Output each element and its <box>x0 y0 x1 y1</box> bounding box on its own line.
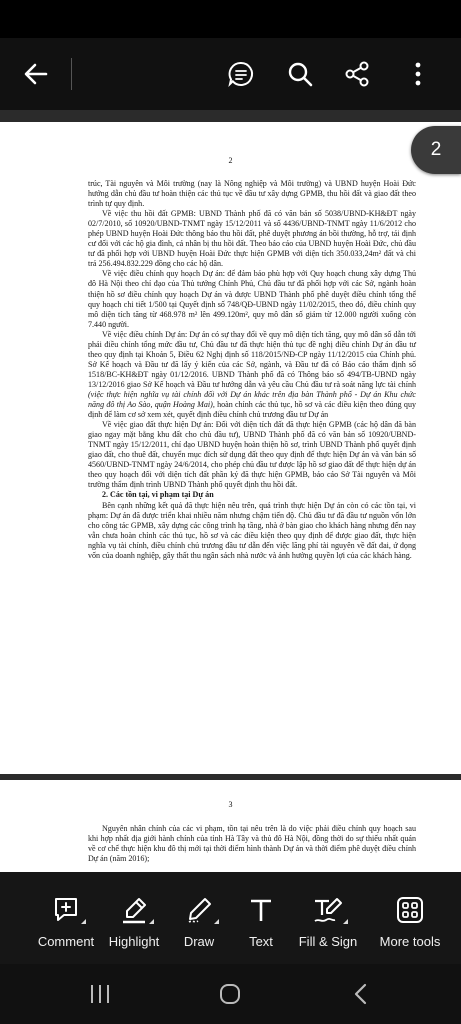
paragraph: trúc, Tài nguyên và Môi trường (nay là Nông nghiệp và Môi trường) và UBND huyện Hoài Đức hướng dẫn chủ đầu tư hoàn thiện các thủ tục về đầu tư xây dựng GPMB, thu hồi đất và giao đất theo trình tự quy định. <box>88 179 416 209</box>
bottom-tools-bar <box>0 872 461 964</box>
more-tools-button[interactable] <box>363 872 457 964</box>
comment-add-icon <box>52 896 80 924</box>
grid-icon <box>396 896 424 924</box>
highlight-tool[interactable] <box>100 872 168 964</box>
paragraph: Về việc thu hồi đất GPMB: UBND Thành phố đã có văn bản số 5038/UBND-KH&ĐT ngày 02/7/2010, số 10920/UBND-TNMT ngày 15/12/2011 và số 4436/UBND-TNMT ngày 11/6/2012 cho phép UBND huyện Hoài Đức thông báo thu hồi đất, phê duyệt phương án bồi thường, hỗ trợ, tái định cư đối với các hộ gia đình, cá nhân bị thu hồi đất. Theo báo cáo của UBND huyện Hoài Đức, chủ đầu tư đã phối hợp với UBND huyện Hoài Đức thực hiện GPMB với diện tích 350.033,24m² đất và chi trả 256.494.832.229 đồng cho các hộ dân. <box>88 209 416 269</box>
nav-back-icon <box>353 983 367 1005</box>
more-vertical-icon <box>414 61 422 87</box>
recent-apps-icon <box>89 984 111 1004</box>
paragraph: Về việc giao đất thực hiện Dự án: Đối với diện tích đất đã thực hiện GPMB (các hộ dân đã bàn giao ngay mặt bằng khu đất cho chủ đầu tư), UBND Thành phố đã có văn bản số 10920/UBND-TNMT ngày 15/12/2011, chỉ đạo UBND huyện hoàn thiện hồ sơ, trình UBND Thành phố quyết định giao đất, cho thuê đất, chuyển mục đích sử dụng đất theo quy định để thực hiện Dự án và văn bản số 4560/UBND-TNMT ngày 24/6/2014, cho phép chủ đầu tư được lập hồ sơ giao đất để thực hiện dự án theo quy hoạch đối với diện tích đất phần ký đã thực hiện GPMB, báo cáo Sở Tài nguyên và Môi trường thẩm định trình UBND Thành phố quyết định thu hồi đất. <box>88 420 416 490</box>
page-number: 3 <box>228 800 233 809</box>
more-options-button[interactable] <box>398 54 438 94</box>
comments-list-button[interactable] <box>221 54 261 94</box>
draw-tool[interactable] <box>174 872 224 964</box>
paragraph <box>88 330 416 420</box>
highlighter-icon <box>120 896 148 924</box>
search-icon <box>287 61 313 87</box>
text-icon <box>249 897 273 923</box>
tool-label: Draw <box>183 934 215 949</box>
pdf-page <box>0 780 461 872</box>
recent-apps-button[interactable] <box>70 976 130 1012</box>
fill-sign-icon <box>313 896 343 924</box>
pdf-page <box>0 122 461 774</box>
share-icon <box>343 60 371 88</box>
document-viewer[interactable] <box>0 110 461 872</box>
paragraph: Về việc điều chỉnh quy hoạch Dự án: để đảm bảo phù hợp với Quy hoạch chung xây dựng Thủ đô Hà Nội theo chỉ đạo của Thủ tướng Chính Phủ, Chủ đầu tư đã phối hợp với các Sở, ngành hoàn thiện hồ sơ điều chỉnh quy hoạch Dự án và được UBND Thành phố phê duyệt điều chỉnh tổng thể quy hoạch chi tiết 1/500 tại Quyết định số 748/QĐ-UBND ngày 11/02/2015, theo đó, điều chỉnh quy mô diện tích tăng từ 468.978 m² lên 499.120m², quy mô dân số giảm từ 12.000 người xuống còn 7.440 người. <box>88 269 416 329</box>
paragraph-text: Về việc điều chỉnh Dự án: Dự án có sự thay đổi về quy mô diện tích tăng, quy mô dân số dẫn tới phải điều chỉnh tổng mức đầu tư, Chủ đầu tư đã thực hiện thủ tục đề nghị điều chỉnh Dự án đầu tư theo quy định tại Khoản 5, Điều 62 Nghị định số 118/2015/NĐ-CP ngày 11/12/2015 của Chính phủ. Sở Kế hoạch và Đầu tư đã lấy ý kiến của các Sở, ngành, và Đầu tư đã có Báo cáo thẩm định số 1518/BC-KH&ĐT ngày 01/12/2016. UBND Thành phố đã có Thông báo số 494/TB-UBND ngày 13/12/2016 giao Sở Kế hoạch và Đầu tư hướng dẫn và yêu cầu Chủ đầu tư rà soát năng lực tài chính <box>88 329 416 389</box>
current-page-indicator[interactable]: 2 <box>411 126 461 174</box>
search-button[interactable] <box>280 54 320 94</box>
paragraph: Bên cạnh những kết quả đã thực hiện nêu trên, quá trình thực hiện Dự án còn có các tồn tại, vi phạm: Dự án đã được triển khai nhiều năm nhưng chậm tiến độ. Chủ đầu tư đã đầu tư nguồn vốn lớn cho công tác GPMB, xây dựng các công trình hạ tầng, nhà ở bàn giao cho khách hàng nhưng đến nay vẫn chưa hoàn chỉnh các thủ tục, hồ sơ và các điều kiện theo quy định để được giao đất, thực hiện nghĩa vụ tài chính, điều chỉnh chủ trương đầu tư dẫn đến việc lãng phí tài nguyên về đất đai, ứ đọng vốn của doanh nghiệp, gây thất thu ngân sách nhà nước và ảnh hưởng quyền lợi của các khách hàng. <box>88 500 416 560</box>
home-icon <box>219 983 241 1005</box>
paragraph: Nguyên nhân chính của các vi phạm, tồn tại nêu trên là do việc phải điều chỉnh quy hoạch sau khi hợp nhất địa giới hành chính của tỉnh Hà Tây và thủ đô Hà Nội, đồng thời do sự thiếu nhất quán về cơ chế thực hiện khu đô thị mới tại thời điểm hình thành Dự án và thời điểm phê duyệt điều chỉnh Dự án (năm 2016); <box>88 824 416 864</box>
comment-tool[interactable] <box>30 872 102 964</box>
fill-sign-tool[interactable] <box>294 872 362 964</box>
tool-label: Text <box>249 934 273 949</box>
section-heading: 2. Các tồn tại, vi phạm tại Dự án <box>102 490 214 500</box>
paragraph-text: , hoàn chỉnh các thủ tục, hồ sơ và các điều kiện theo đúng quy định để làm cơ sở xem xét, quyết định điều chỉnh chủ trương đầu tư Dự án <box>88 400 416 420</box>
text-tool[interactable] <box>238 872 284 964</box>
comment-list-icon <box>227 60 255 88</box>
page-text <box>88 824 416 864</box>
paragraph-italic-text: (việc thực hiện nghĩa vụ tài chính đối với Dự án khác trên địa bàn Thành phố - Dự án Khu chức năng đô thị Ao Sào, quận Hoàng Mai) <box>88 389 416 410</box>
tool-label: Highlight <box>108 934 160 949</box>
page-text <box>88 179 416 561</box>
pen-draw-icon <box>185 896 213 924</box>
home-button[interactable] <box>200 976 260 1012</box>
tool-label: Comment <box>37 934 95 949</box>
nav-back-button[interactable] <box>330 976 390 1012</box>
arrow-left-icon <box>23 61 49 87</box>
status-bar <box>0 0 461 38</box>
share-button[interactable] <box>337 54 377 94</box>
tool-label: More tools <box>379 934 441 949</box>
system-navigation-bar <box>0 964 461 1024</box>
toolbar-divider <box>71 58 72 90</box>
back-button[interactable] <box>16 54 56 94</box>
tool-label: Fill & Sign <box>298 934 358 949</box>
top-app-bar <box>0 38 461 110</box>
page-number: 2 <box>228 156 233 165</box>
